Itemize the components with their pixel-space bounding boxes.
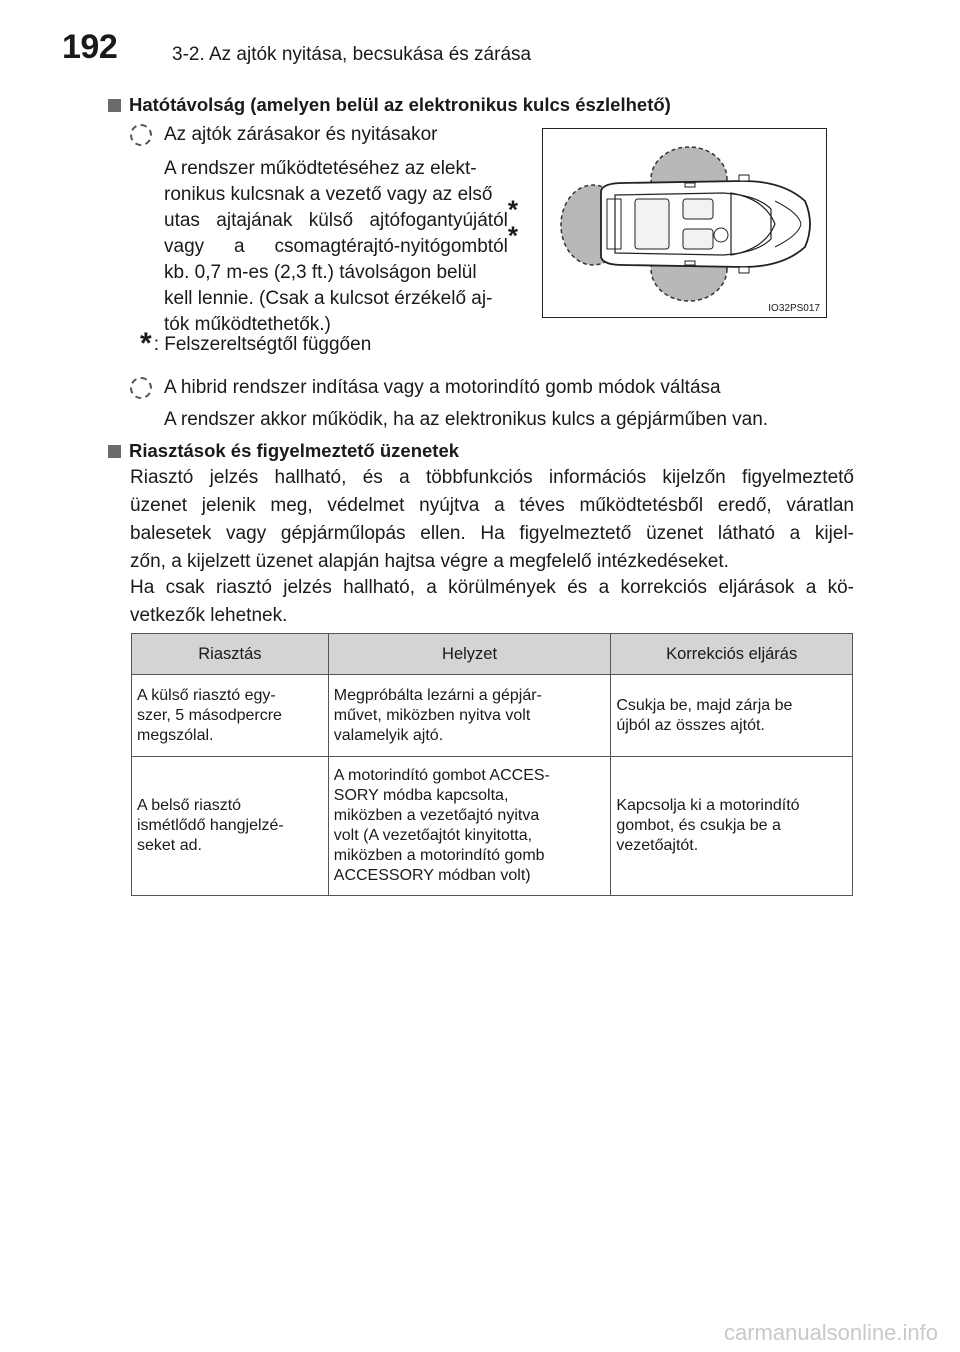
table-row (132, 757, 853, 896)
item1-line: A rendszer működtetéséhez az elekt- (164, 158, 477, 179)
sub-item-title: A hibrid rendszer indítása vagy a motorindító gomb módok váltása (164, 377, 721, 398)
door-handle-right (685, 261, 695, 265)
mirror-right (739, 267, 749, 273)
section-heading-text: Hatótávolság (amelyen belül az elektronikus kulcs észlelhető) (129, 94, 671, 115)
cell-text: Kapcsolja ki a motorindító gombot, és csukja be a vezetőajtót. (616, 797, 800, 854)
car-topview-illustration (543, 129, 825, 316)
item1-line: kell lennie. (Csak a kulcsot érzékelő aj- (164, 288, 493, 309)
column-header: Korrekciós eljárás (611, 634, 853, 675)
table-row (132, 675, 853, 757)
watermark: carmanualsonline.info (723, 1320, 938, 1345)
para-line: vetkezők lehetnek. (130, 605, 288, 626)
table-cell (132, 757, 329, 896)
car-range-figure (542, 128, 827, 318)
rear-seat (635, 199, 669, 249)
square-bullet-icon (108, 445, 121, 458)
footnote-star: * (507, 220, 518, 251)
item1-line-text: utas ajtajának külső ajtófogantyújától (164, 210, 508, 231)
table-cell (611, 675, 853, 757)
section-heading-text: Riasztások és figyelmeztető üzenetek (129, 440, 460, 461)
item1-line: tók működtethetők.) (164, 314, 331, 335)
footnote (140, 327, 372, 360)
column-header: Helyzet (328, 634, 611, 675)
front-seat-left (683, 199, 713, 219)
section-heading-range (108, 94, 671, 116)
dashed-circle-icon (130, 124, 152, 146)
cell-text: Csukja be, majd zárja be újból az összes ajtót. (616, 696, 793, 734)
page-number: 192 (62, 28, 118, 66)
column-header: Riasztás (132, 634, 329, 675)
alarm-paragraph-2 (130, 574, 854, 630)
sub-item-doors (130, 124, 438, 146)
section-heading-alarms (108, 440, 459, 462)
para-line: zőn, a kijelzett üzenet alapján hajtsa végre a megfelelő intézkedéseket. (130, 551, 729, 572)
square-bullet-icon (108, 99, 121, 112)
para-line: Riasztó jelzés hallható, és a többfunkciós információs kijelzőn figyelmeztető (130, 467, 854, 488)
item2-text: A rendszer akkor működik, ha az elektronikus kulcs a gépjárműben van. (164, 409, 769, 430)
door-handle-left (685, 183, 695, 187)
alarm-table (131, 633, 853, 896)
alarm-paragraph-1 (130, 464, 854, 576)
cell-text: Megpróbálta lezárni a gépjár- művet, miközben nyitva volt valamelyik ajtó. (333, 686, 542, 744)
cell-text: A motorindító gombot ACCES- SORY módba kapcsolta, miközben a vezetőajtó nyitva volt (A vezetőajtót kinyitotta, miközben a motorindító gomb ACCESSORY módban volt) (333, 767, 550, 884)
table-header-row (132, 634, 853, 675)
item1-line-text: vagy a csomagtérajtó-nyitógombtól (164, 236, 508, 257)
para-line: üzenet jelenik meg, védelmet nyújtva a téves működtetésből eredő, váratlan (130, 495, 854, 516)
footnote-text: : Felszereltségtől függően (153, 334, 372, 355)
sub-item-title: Az ajtók zárásakor és nyitásakor (164, 124, 438, 145)
figure-code: IO32PS017 (768, 303, 820, 314)
item1-line: ronikus kulcsnak a vezető vagy az első (164, 184, 493, 205)
dashed-circle-icon (130, 377, 152, 399)
item1-paragraph (164, 156, 518, 338)
table-cell (611, 757, 853, 896)
footnote-star: * (507, 194, 518, 225)
table-cell (132, 675, 329, 757)
front-seat-right (683, 229, 713, 249)
footnote-marker: * (140, 327, 152, 360)
sub-item-hybrid-start (130, 377, 721, 399)
para-line: balesetek vagy gépjárműlopás ellen. Ha figyelmeztető üzenet látható a kijel- (130, 523, 854, 544)
cell-text: A külső riasztó egy- szer, 5 másodpercre megszólal. (137, 686, 282, 744)
cell-text: A belső riasztó ismétlődő hangjelzé- seket ad. (137, 797, 284, 854)
table-cell (328, 757, 611, 896)
table-cell (328, 675, 611, 757)
chapter-title: 3-2. Az ajtók nyitása, becsukása és zárása (172, 44, 532, 65)
item2-paragraph (164, 407, 854, 433)
item1-line: kb. 0,7 m-es (2,3 ft.) távolságon belül (164, 262, 477, 283)
para-line: Ha csak riasztó jelzés hallható, a körülmények és a korrekciós eljárások a kö- (130, 577, 854, 598)
mirror-left (739, 175, 749, 181)
